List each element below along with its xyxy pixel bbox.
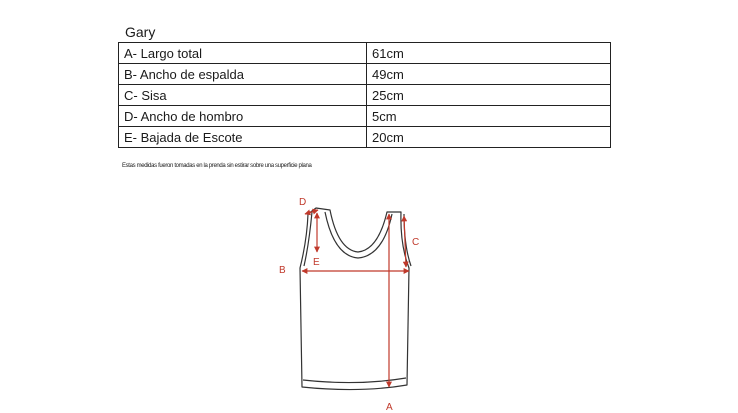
measure-value: 49cm — [367, 64, 611, 85]
measure-label: E- Bajada de Escote — [119, 127, 367, 148]
label-e: E — [313, 257, 320, 268]
label-c: C — [412, 237, 420, 248]
measure-label: B- Ancho de espalda — [119, 64, 367, 85]
bottom-hem — [303, 378, 406, 383]
neckline-binding — [325, 212, 392, 258]
label-d: D — [299, 197, 307, 208]
label-b: B — [279, 265, 286, 276]
measure-label: A- Largo total — [119, 43, 367, 64]
measure-value: 20cm — [367, 127, 611, 148]
measure-value: 5cm — [367, 106, 611, 127]
measure-label: D- Ancho de hombro — [119, 106, 367, 127]
label-a: A — [386, 402, 393, 413]
measure-value: 61cm — [367, 43, 611, 64]
garment-title: Gary — [125, 24, 156, 40]
measure-value: 25cm — [367, 85, 611, 106]
measure-label: C- Sisa — [119, 85, 367, 106]
measurement-note: Estas medidas fueron tomadas en la prenda sin estirar sobre una superficie plana — [122, 163, 312, 169]
measurement-lines — [302, 210, 409, 387]
garment-body — [300, 208, 409, 390]
